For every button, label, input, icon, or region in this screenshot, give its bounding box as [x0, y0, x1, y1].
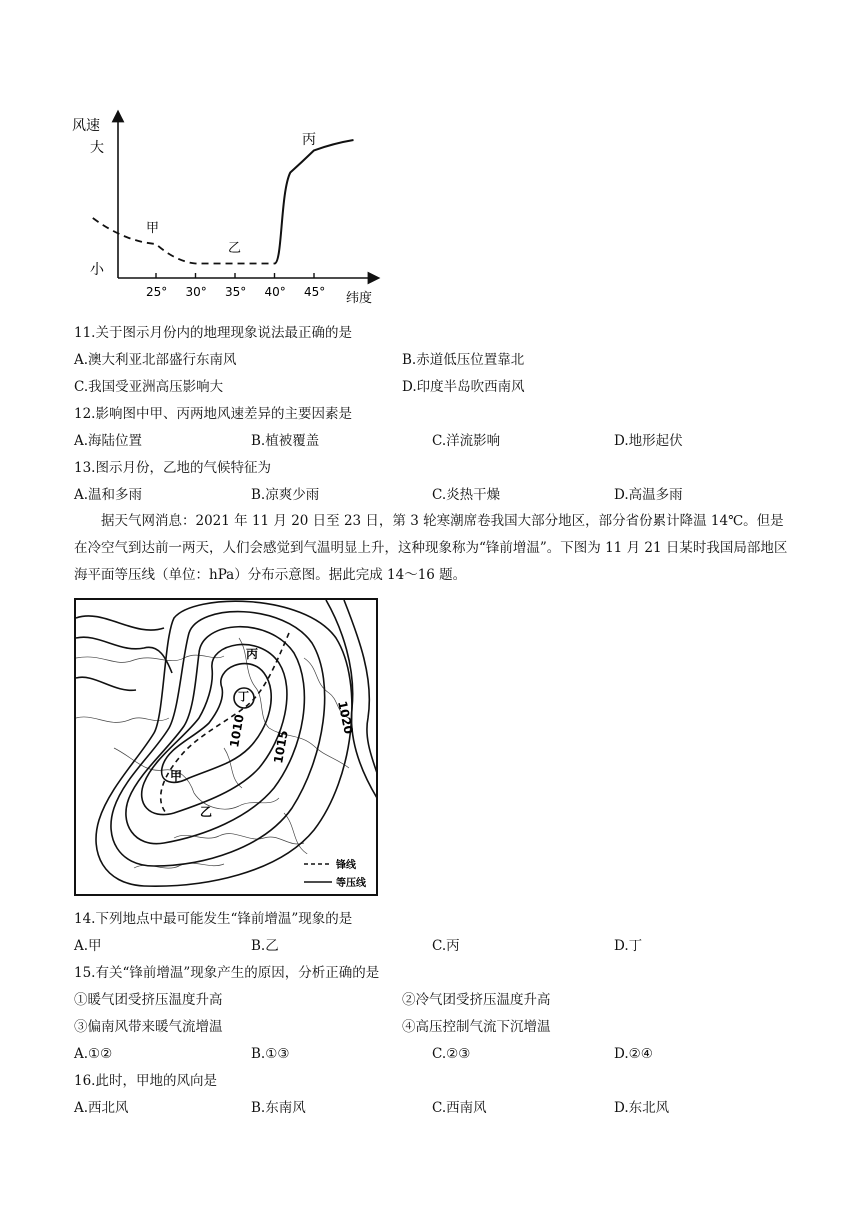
q11-option-d: D.印度半岛吹西南风 — [402, 379, 525, 395]
q15-stem: 15.有关“锋前增温”现象产生的原因，分析正确的是 — [74, 965, 380, 981]
y-high-label: 大 — [90, 140, 104, 156]
isobar-label-1020: 1020 — [335, 699, 356, 736]
x-tick-label: 35° — [225, 285, 247, 299]
map-legend — [300, 854, 376, 894]
q16-option-d: D.东北风 — [614, 1100, 670, 1116]
q11-option-c: C.我国受亚洲高压影响大 — [74, 379, 224, 395]
q15-statement-2: ②冷气团受挤压温度升高 — [402, 992, 551, 1008]
q13-option-d: D.高温多雨 — [614, 487, 683, 503]
q14-option-d: D.丁 — [614, 938, 643, 954]
q15-option-d: D.②④ — [614, 1046, 653, 1062]
q15-option-a: A.①② — [74, 1046, 113, 1062]
isobar-label-1015: 1015 — [271, 729, 291, 765]
q16-option-a: A.西北风 — [74, 1100, 129, 1116]
x-tick-label: 30° — [185, 285, 207, 299]
wind-curve-dashed — [93, 218, 275, 264]
x-axis-label: 纬度 — [346, 291, 373, 306]
q15-option-c: C.②③ — [432, 1046, 471, 1062]
q12-stem: 12.影响图中甲、丙两地风速差异的主要因素是 — [74, 406, 352, 422]
isobar-label-1010: 1010 — [227, 713, 247, 749]
q12-option-d: D.地形起伏 — [614, 433, 683, 449]
q14-option-c: C.丙 — [432, 938, 460, 954]
x-tick-label: 45° — [304, 285, 326, 299]
q16-option-b: B.东南风 — [251, 1100, 306, 1116]
label-yi: 乙 — [228, 241, 242, 256]
map-label-ding: 丁 — [238, 690, 249, 703]
x-tick-label: 40° — [264, 285, 286, 299]
q11-option-a: A.澳大利亚北部盛行东南风 — [74, 352, 237, 368]
q14-stem: 14.下列地点中最可能发生“锋前增温”现象的是 — [74, 911, 353, 927]
q13-option-c: C.炎热干燥 — [432, 487, 501, 503]
q15-option-b: B.①③ — [251, 1046, 290, 1062]
q13-option-b: B.凉爽少雨 — [251, 487, 320, 503]
q15-statement-3: ③偏南风带来暖气流增温 — [74, 1019, 223, 1035]
q13-option-a: A.温和多雨 — [74, 487, 143, 503]
passage-text: 据天气网消息：2021 年 11 月 20 日至 23 日，第 3 轮寒潮席卷我国大部分地区，部分省份累计降温 14℃。但是在冷空气到达前一两天，人们会感觉到气温明显上升，这种现象称为“锋前增温”。下图为 11 月 21 日某时我国局部地区海平面等压线（单位：hPa）分布示意图。据此完成 14～16 题。 — [74, 513, 788, 583]
q14-option-b: B.乙 — [251, 938, 279, 954]
y-axis-label: 风速 — [72, 118, 100, 134]
legend-isobar: 等压线 — [336, 878, 366, 889]
map-label-jia: 甲 — [170, 769, 183, 783]
legend-front: 锋线 — [336, 860, 356, 871]
q12-option-a: A.海陆位置 — [74, 433, 143, 449]
q13-stem: 13.图示月份，乙地的气候特征为 — [74, 460, 271, 476]
label-jia: 甲 — [146, 221, 160, 236]
q12-option-b: B.植被覆盖 — [251, 433, 320, 449]
q11-stem: 11.关于图示月份内的地理现象说法最正确的是 — [74, 325, 352, 341]
isobar-map — [74, 598, 378, 896]
map-label-yi: 乙 — [200, 805, 213, 819]
y-low-label: 小 — [90, 262, 104, 278]
q16-option-c: C.西南风 — [432, 1100, 487, 1116]
wind-speed-chart — [70, 108, 390, 313]
map-frame — [75, 599, 377, 895]
q11-option-b: B.赤道低压位置靠北 — [402, 352, 525, 368]
q14-option-a: A.甲 — [74, 938, 102, 954]
q15-statement-4: ④高压控制气流下沉增温 — [402, 1019, 551, 1035]
q15-statement-1: ①暖气团受挤压温度升高 — [74, 992, 223, 1008]
q12-option-c: C.洋流影响 — [432, 433, 501, 449]
wind-curve-solid — [275, 140, 354, 264]
x-tick-label: 25° — [146, 285, 168, 299]
map-label-bing: 丙 — [246, 647, 259, 661]
q16-stem: 16.此时，甲地的风向是 — [74, 1073, 217, 1089]
label-bing: 丙 — [302, 132, 316, 148]
